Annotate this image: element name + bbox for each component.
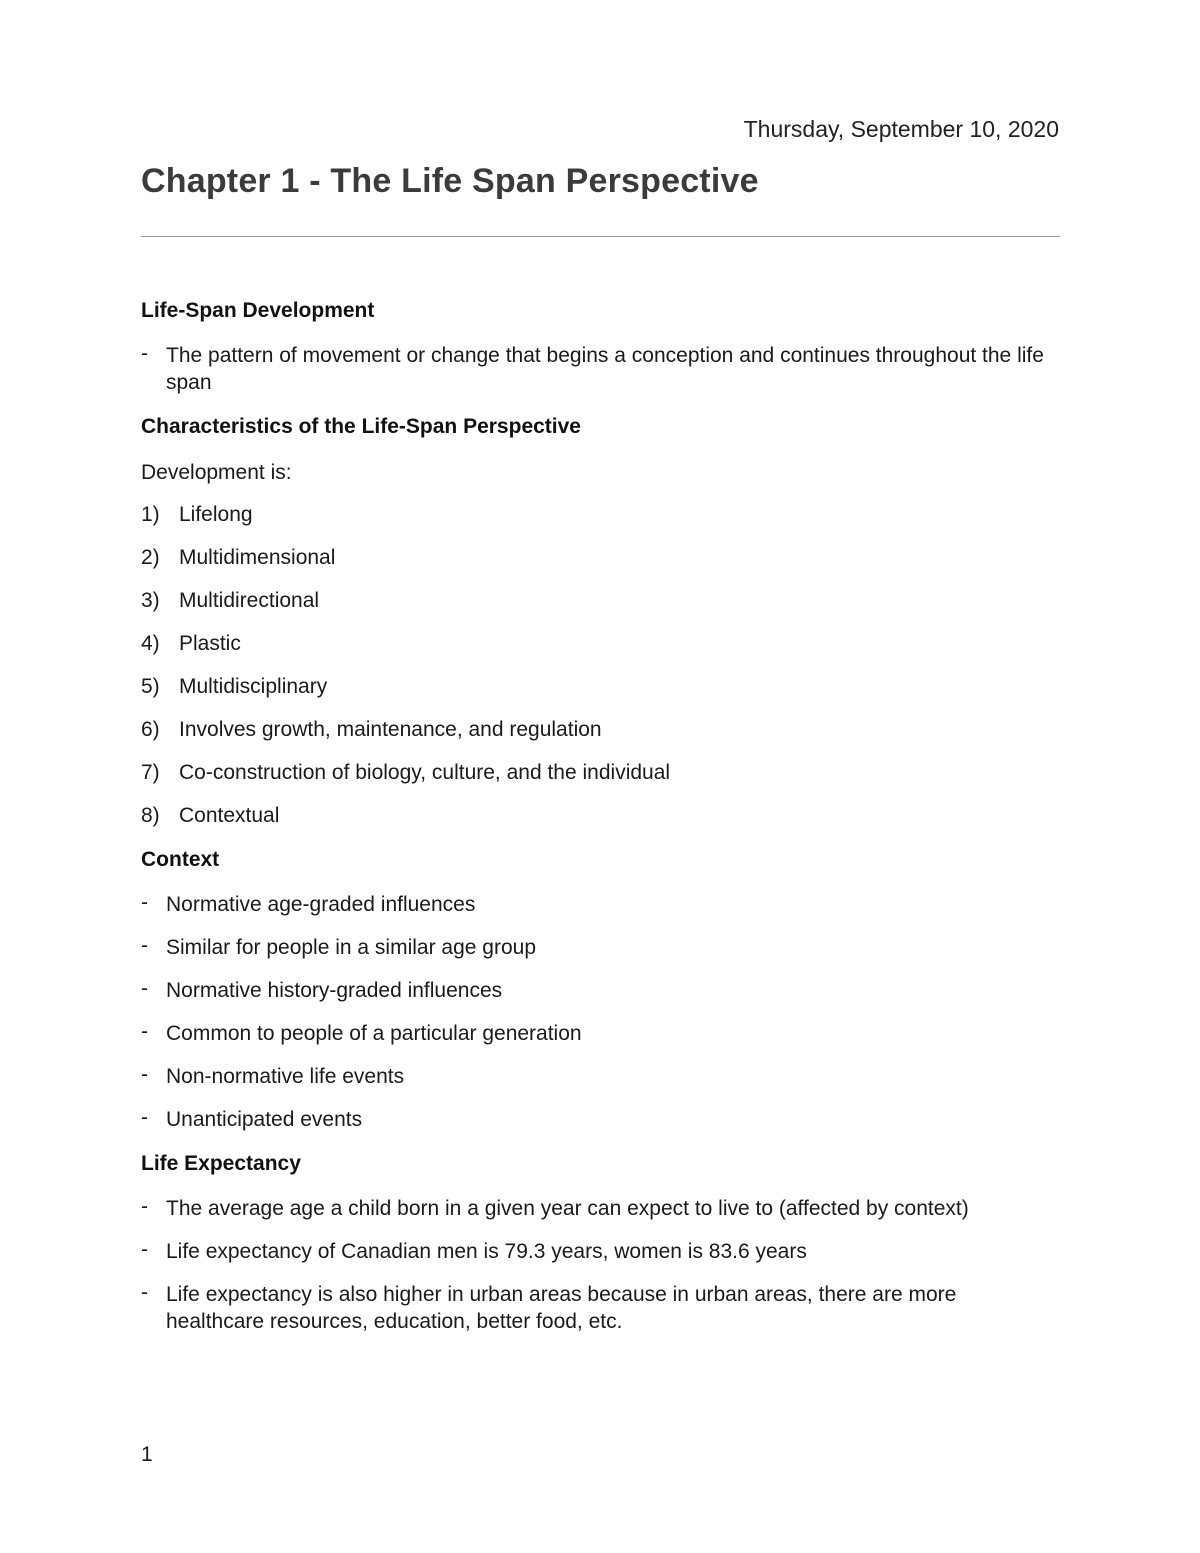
list-text: Multidimensional <box>179 546 336 569</box>
list-number: 3) <box>141 589 160 612</box>
list-item: - Similar for people in a similar age group <box>141 934 1060 961</box>
development-intro: Development is: <box>141 461 292 484</box>
list-number: 6) <box>141 718 160 741</box>
list-number: 4) <box>141 632 160 655</box>
document-body <box>141 296 1060 1351</box>
list-item: - Unanticipated events <box>141 1106 1060 1133</box>
context-list <box>141 1063 1060 1090</box>
context-sublist <box>141 1106 1060 1133</box>
heading-lifespan-development: Life-Span Development <box>141 299 375 322</box>
context-sublist <box>141 1020 1060 1047</box>
context-list <box>141 977 1060 1004</box>
life-expectancy-bullets <box>141 1195 1060 1335</box>
list-text: Lifelong <box>179 503 253 526</box>
list-item <box>141 716 1060 743</box>
list-item <box>141 630 1060 657</box>
heading-characteristics: Characteristics of the Life-Span Perspective <box>141 415 581 438</box>
list-text: Contextual <box>179 804 280 827</box>
list-text: Multidisciplinary <box>179 675 328 698</box>
context-list <box>141 891 1060 918</box>
list-item <box>141 544 1060 571</box>
list-number: 8) <box>141 804 160 827</box>
document-date: Thursday, September 10, 2020 <box>743 116 1059 142</box>
list-item: - Normative age-graded influences <box>141 891 1060 918</box>
page-number: 1 <box>141 1443 153 1466</box>
title-divider <box>141 236 1060 237</box>
lifespan-bullets <box>141 342 1060 396</box>
list-item <box>141 587 1060 614</box>
list-text: Involves growth, maintenance, and regulation <box>179 718 602 741</box>
list-item: - Life expectancy of Canadian men is 79.3 years, women is 83.6 years <box>141 1238 1060 1265</box>
list-item: - Life expectancy is also higher in urban areas because in urban areas, there are more healthcare resources, education, better food, etc. <box>141 1281 1060 1335</box>
characteristics-list <box>141 501 1060 829</box>
list-number: 1) <box>141 503 160 526</box>
list-item <box>141 759 1060 786</box>
list-item <box>141 802 1060 829</box>
list-item: - Normative history-graded influences <box>141 977 1060 1004</box>
context-sublist <box>141 934 1060 961</box>
list-number: 7) <box>141 761 160 784</box>
list-item: - The average age a child born in a given year can expect to live to (affected by context) <box>141 1195 1060 1222</box>
list-text: Multidirectional <box>179 589 320 612</box>
list-text: Plastic <box>179 632 241 655</box>
heading-context: Context <box>141 848 220 871</box>
list-number: 5) <box>141 675 160 698</box>
heading-life-expectancy: Life Expectancy <box>141 1152 301 1175</box>
list-item <box>141 501 1060 528</box>
list-number: 2) <box>141 546 160 569</box>
list-item: - The pattern of movement or change that begins a conception and continues throughout the life span <box>141 342 1060 396</box>
list-item: - Non-normative life events <box>141 1063 1060 1090</box>
list-text: Co-construction of biology, culture, and the individual <box>179 761 671 784</box>
chapter-title: Chapter 1 - The Life Span Perspective <box>141 162 759 200</box>
list-item: - Common to people of a particular generation <box>141 1020 1060 1047</box>
list-item <box>141 673 1060 700</box>
